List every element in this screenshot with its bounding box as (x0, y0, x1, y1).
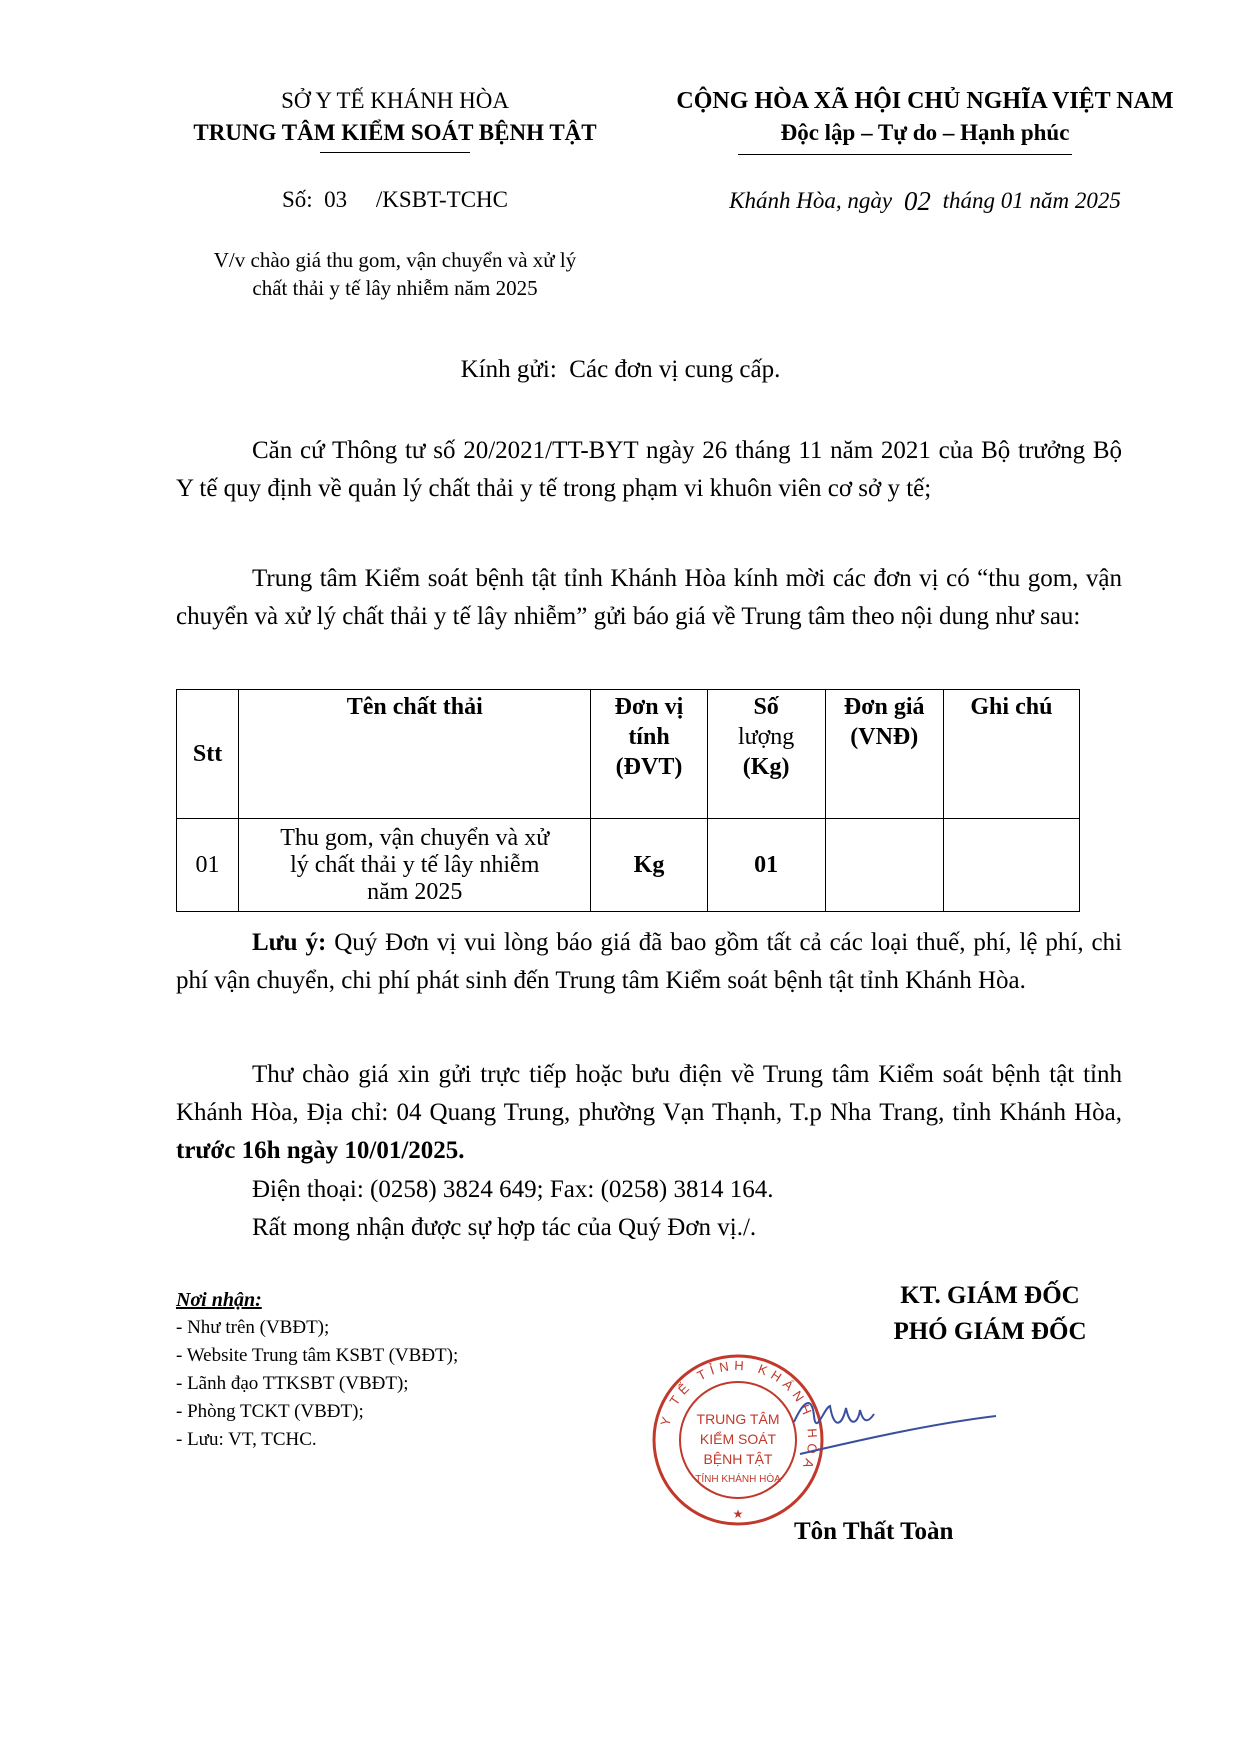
paragraph-note (176, 924, 1122, 1000)
cell-name-l2: lý chất thải y tế lây nhiễm (290, 851, 540, 878)
col-name: Tên chất thải (239, 690, 591, 819)
col-qty (707, 690, 825, 819)
col-note: Ghi chú (943, 690, 1079, 819)
col-price-l2: (VNĐ) (850, 724, 919, 750)
signature-title-2: PHÓ GIÁM ĐỐC (893, 1318, 1087, 1345)
stamp-line-2: KIỂM SOÁT (699, 1431, 777, 1447)
col-unit-l3: (ĐVT) (615, 754, 683, 780)
paragraph-submission (176, 1056, 1122, 1170)
stamp-ring-text: Y TẾ TỈNH KHÁNH HÒA (657, 1357, 821, 1475)
date-prefix: Khánh Hòa, ngày (729, 188, 893, 213)
paragraph-legal-basis: Căn cứ Thông tư số 20/2021/TT-BYT ngày 26 tháng 11 năm 2021 của Bộ trưởng Bộ Y tế quy định về quản lý chất thải y tế trong phạm vi khuôn viên cơ sở y tế; (176, 437, 1122, 502)
col-unit-l1: Đơn vị (614, 694, 684, 720)
cell-note (943, 819, 1079, 912)
col-stt: Stt (177, 690, 239, 819)
col-unit-l2: tính (628, 724, 670, 750)
recipients-title: Nơi nhận: (176, 1289, 262, 1311)
col-qty-l1: Số (753, 694, 779, 720)
recipient-item: - Như trên (VBĐT); (176, 1317, 330, 1338)
col-qty-l3: (Kg) (742, 754, 790, 780)
date-day: 02 (903, 186, 931, 216)
org-underline (320, 152, 470, 153)
recipient-item: - Phòng TCKT (VBĐT); (176, 1401, 364, 1422)
recipient-item: - Lãnh đạo TTKSBT (VBĐT); (176, 1373, 409, 1394)
signer-name: Tôn Thất Toàn (794, 1518, 954, 1545)
paragraph-invitation: Trung tâm Kiểm soát bệnh tật tỉnh Khánh Hòa kính mời các đơn vị có “thu gom, vận chuyển và xử lý chất thải y tế lây nhiễm” gửi báo giá về Trung tâm theo nội dung như sau: (176, 565, 1122, 630)
recipient-item: - Website Trung tâm KSBT (VBĐT); (176, 1345, 459, 1366)
motto-underline (738, 154, 1072, 155)
nation-title: CỘNG HÒA XÃ HỘI CHỦ NGHĨA VIỆT NAM (676, 88, 1174, 114)
org-name: TRUNG TÂM KIỂM SOÁT BỆNH TẬT (193, 120, 597, 145)
col-price (825, 690, 943, 819)
cell-name-l3: năm 2025 (367, 878, 463, 905)
col-qty-l2: lượng (737, 724, 795, 750)
cell-name (239, 819, 591, 912)
note-label: Lưu ý: (252, 929, 327, 956)
submission-deadline: trước 16h ngày 10/01/2025. (176, 1137, 465, 1164)
cell-stt: 01 (177, 819, 239, 912)
recipients-block (176, 1286, 458, 1454)
col-price-l1: Đơn giá (843, 694, 925, 720)
table-row (177, 819, 1080, 912)
quote-table (176, 689, 1080, 912)
cell-price (825, 819, 943, 912)
stamp-star-icon: ★ (732, 1507, 744, 1521)
note-text: Quý Đơn vị vui lòng báo giá đã bao gồm tất cả các loại thuế, phí, lệ phí, chi phí vận chuyển, chi phí phát sinh đến Trung tâm Kiểm soát bệnh tật tỉnh Khánh Hòa. (176, 929, 1123, 994)
stamp-line-3: BỆNH TẬT (703, 1451, 773, 1467)
date-suffix: tháng 01 năm 2025 (942, 188, 1121, 213)
subject-line-2: chất thải y tế lây nhiễm năm 2025 (252, 276, 538, 300)
motto: Độc lập – Tự do – Hạnh phúc (780, 120, 1070, 145)
recipient-item: - Lưu: VT, TCHC. (176, 1429, 317, 1450)
cell-unit: Kg (591, 819, 707, 912)
org-parent: SỞ Y TẾ KHÁNH HÒA (281, 88, 509, 113)
col-unit (591, 690, 707, 819)
submission-text: Thư chào giá xin gửi trực tiếp hoặc bưu điện về Trung tâm Kiểm soát bệnh tật tỉnh Khánh Hòa, Địa chỉ: 04 Quang Trung, phường Vạn Thạnh, T.p Nha Trang, tỉnh Khánh Hòa, (176, 1061, 1122, 1126)
cell-qty: 01 (707, 819, 825, 912)
doc-number: Số: 03 /KSBT-TCHC (281, 187, 508, 212)
table-header-row (177, 690, 1080, 819)
subject (150, 246, 640, 302)
stamp-line-1: TRUNG TÂM (696, 1411, 780, 1427)
subject-line-1: V/v chào giá thu gom, vận chuyển và xử lý (213, 248, 577, 272)
doc-date (640, 184, 1210, 215)
stamp-line-4: TỈNH KHÁNH HÒA (695, 1474, 781, 1485)
handwritten-signature (790, 1390, 1000, 1470)
contact-phone: Điện thoại: (0258) 3824 649; Fax: (0258) 3814 164. (252, 1176, 774, 1203)
closing-line: Rất mong nhận được sự hợp tác của Quý Đơn vị./. (252, 1214, 757, 1241)
signature-title-1: KT. GIÁM ĐỐC (900, 1282, 1080, 1309)
cell-name-l1: Thu gom, vận chuyển và xử (280, 824, 550, 851)
recipient: Kính gửi: Các đơn vị cung cấp. (460, 356, 781, 383)
